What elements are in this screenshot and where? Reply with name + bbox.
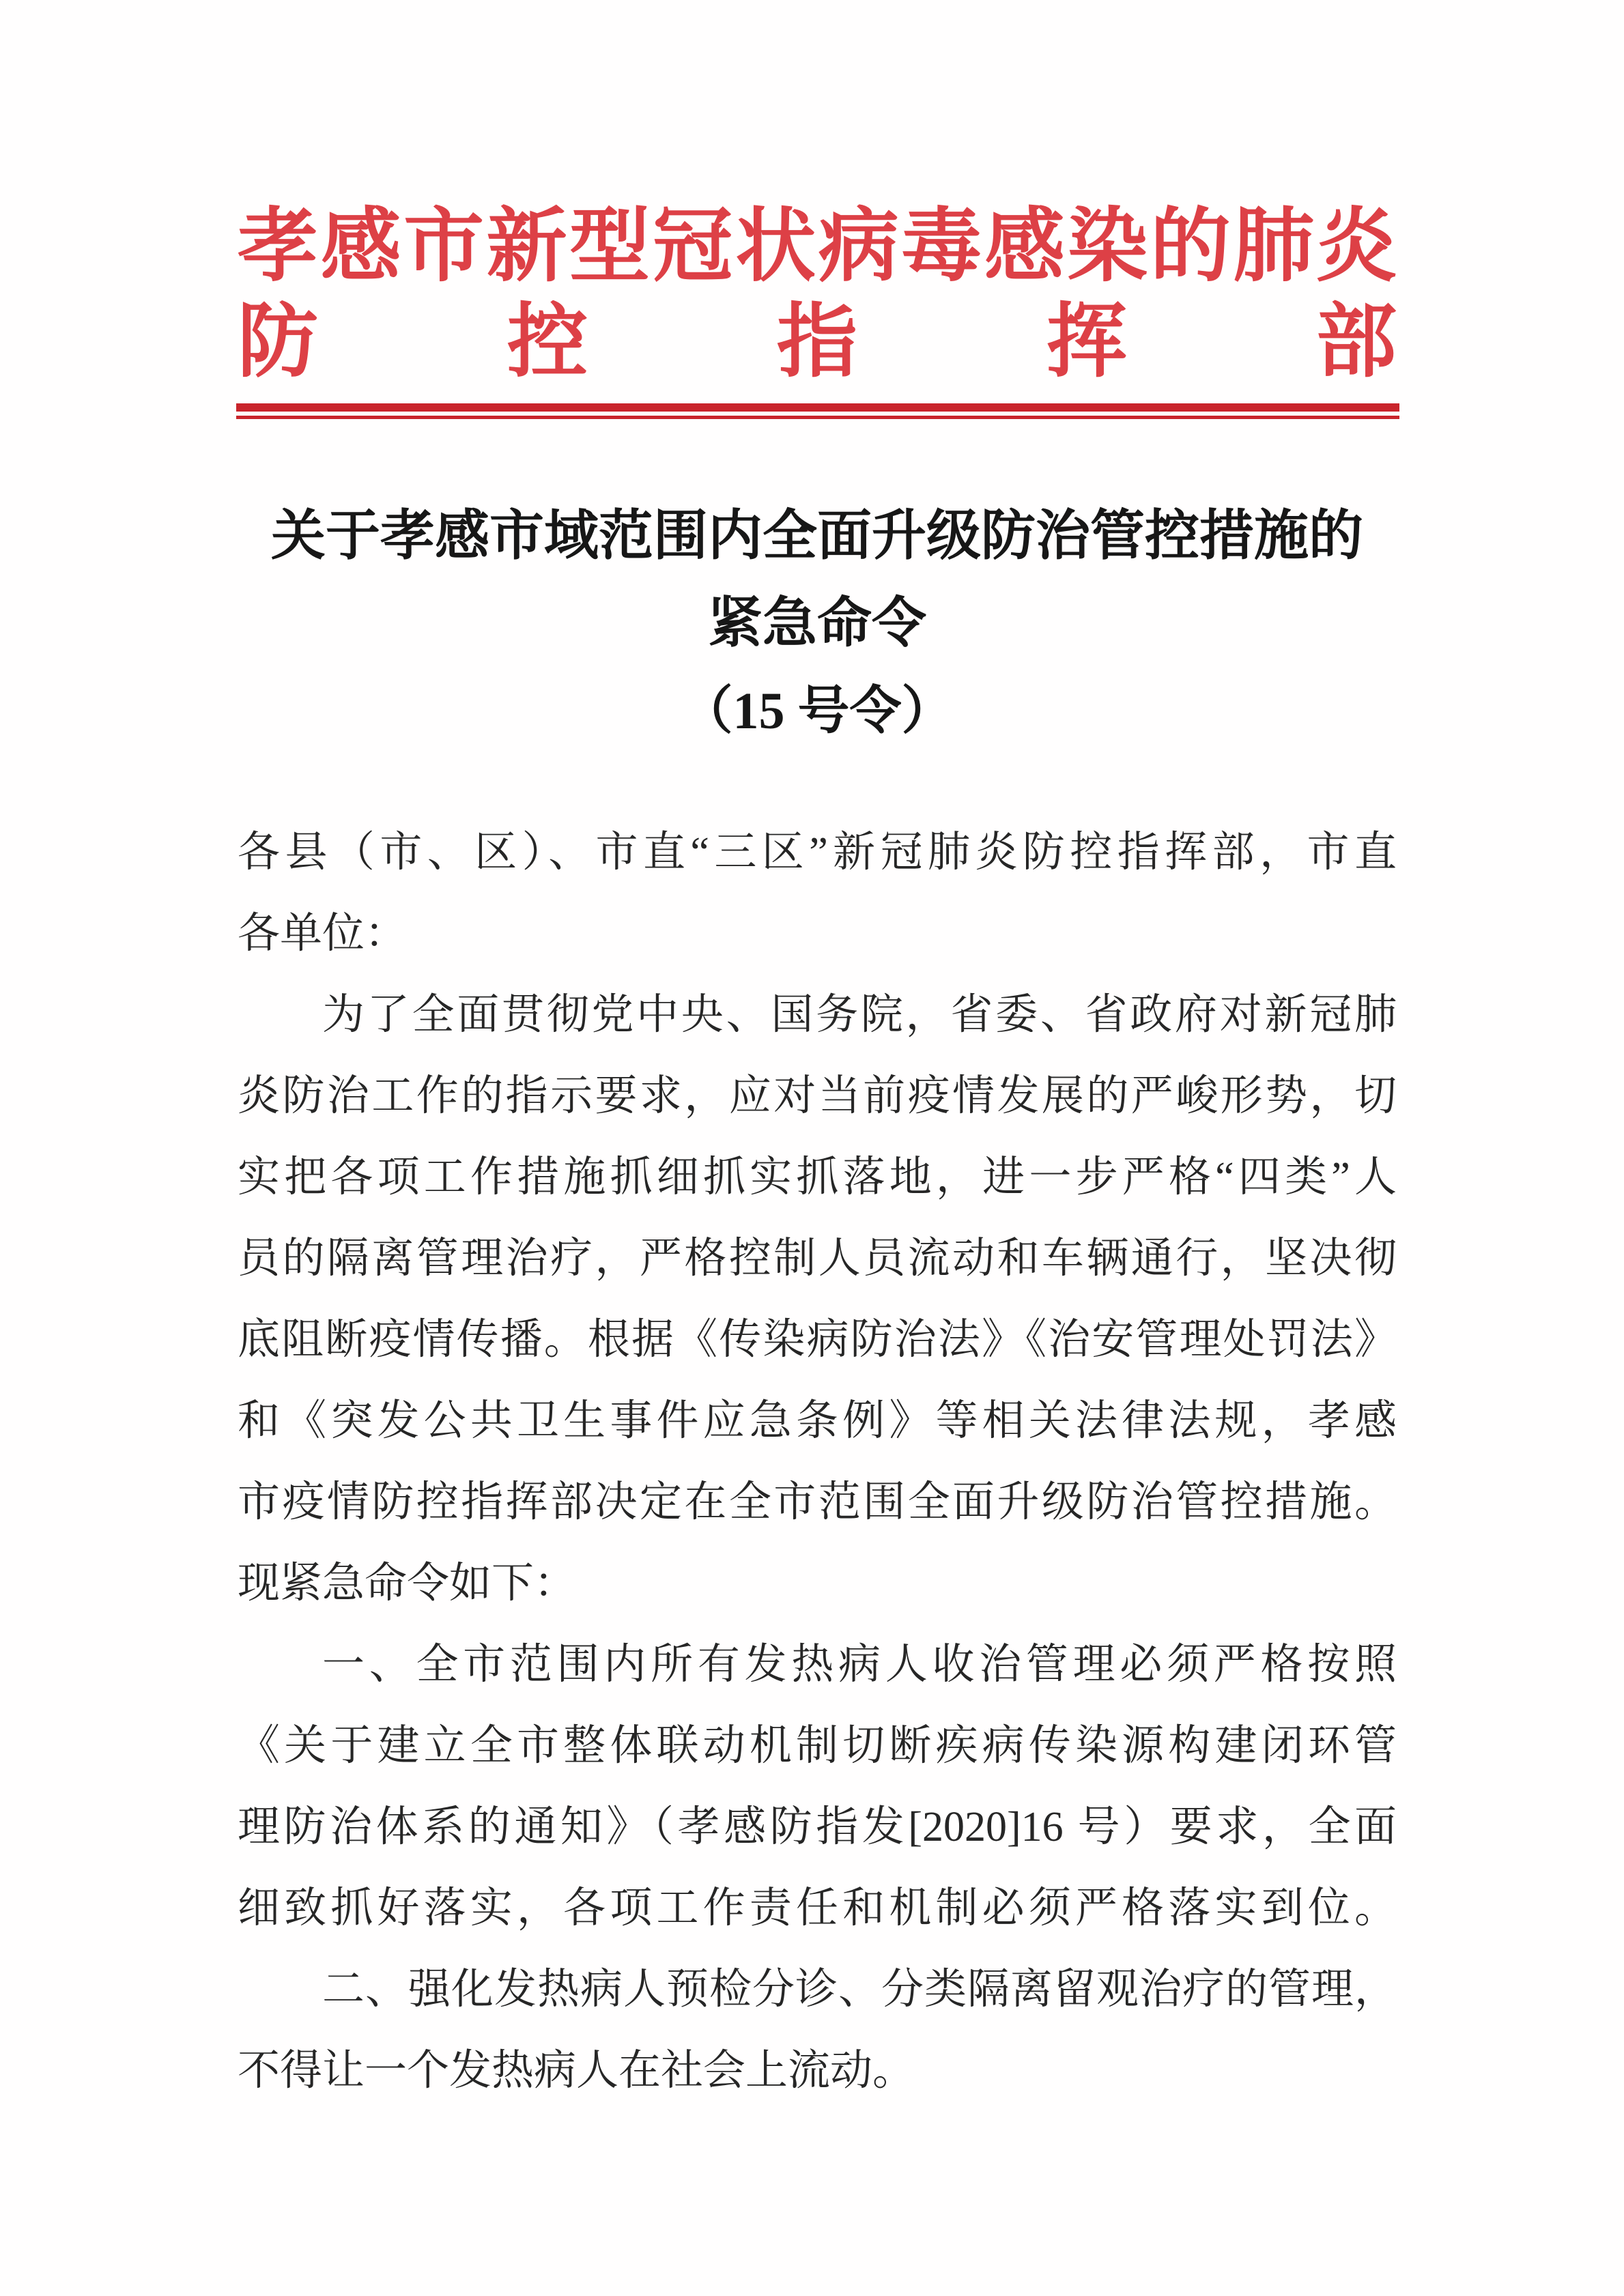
body-line: 底阻断疫情传播。根据《传染病防治法》《治安管理处罚法》 [238, 1317, 1397, 1363]
letterhead-char: 挥 [1046, 298, 1127, 387]
body-line: 各县（市、区）、市直“三区”新冠肺炎防控指挥部，市直 [238, 829, 1397, 876]
title-line-1: 关于孝感市域范围内全面升级防治管控措施的 [271, 506, 1363, 566]
body-line: 二、强化发热病人预检分诊、分类隔离留观治疗的管理， [322, 1966, 1397, 2013]
letterhead-char: 指 [776, 298, 857, 387]
red-letterhead [238, 199, 1397, 390]
body-line: 员的隔离管理治疗，严格控制人员流动和车辆通行，坚决彻 [238, 1235, 1397, 1282]
body-line: 和《突发公共卫生事件应急条例》等相关法律法规，孝感 [238, 1398, 1397, 1444]
body-line: 实把各项工作措施抓细抓实抓落地，进一步严格“四类”人 [238, 1154, 1397, 1201]
letterhead-char: 控 [507, 298, 588, 387]
body-line: 一、全市范围内所有发热病人收治管理必须严格按照 [322, 1641, 1397, 1688]
body-line: 《关于建立全市整体联动机制切断疾病传染源构建闭环管 [238, 1723, 1397, 1769]
body-line: 理防治体系的通知》（孝感防指发[2020]16 号）要求，全面 [238, 1804, 1397, 1850]
divider-thin-line [236, 416, 1399, 419]
title-line-2: 紧急命令 [708, 594, 926, 654]
letterhead-line-1: 孝感市新型冠状病毒感染的肺炎 [238, 202, 1397, 291]
document-title [238, 493, 1397, 755]
title-line-3-order-number: （15 号令） [681, 683, 954, 740]
letterhead-line-2 [238, 295, 1397, 390]
red-divider [236, 403, 1399, 419]
body-line: 市疫情防控指挥部决定在全市范围全面升级防治管控措施。 [238, 1479, 1397, 1525]
document-body [238, 812, 1397, 2112]
divider-thick-line [236, 403, 1399, 412]
body-line: 细致抓好落实，各项工作责任和机制必须严格落实到位。 [238, 1885, 1397, 1932]
body-line: 各单位： [238, 910, 408, 957]
body-line: 不得让一个发热病人在社会上流动。 [238, 2048, 915, 2094]
body-line: 现紧急命令如下： [238, 1560, 577, 1607]
body-line: 为了全面贯彻党中央、国务院，省委、省政府对新冠肺 [322, 992, 1397, 1038]
body-line: 炎防治工作的指示要求，应对当前疫情发展的严峻形势，切 [238, 1073, 1397, 1119]
letterhead-char: 部 [1315, 298, 1397, 387]
letterhead-char: 防 [238, 298, 319, 387]
